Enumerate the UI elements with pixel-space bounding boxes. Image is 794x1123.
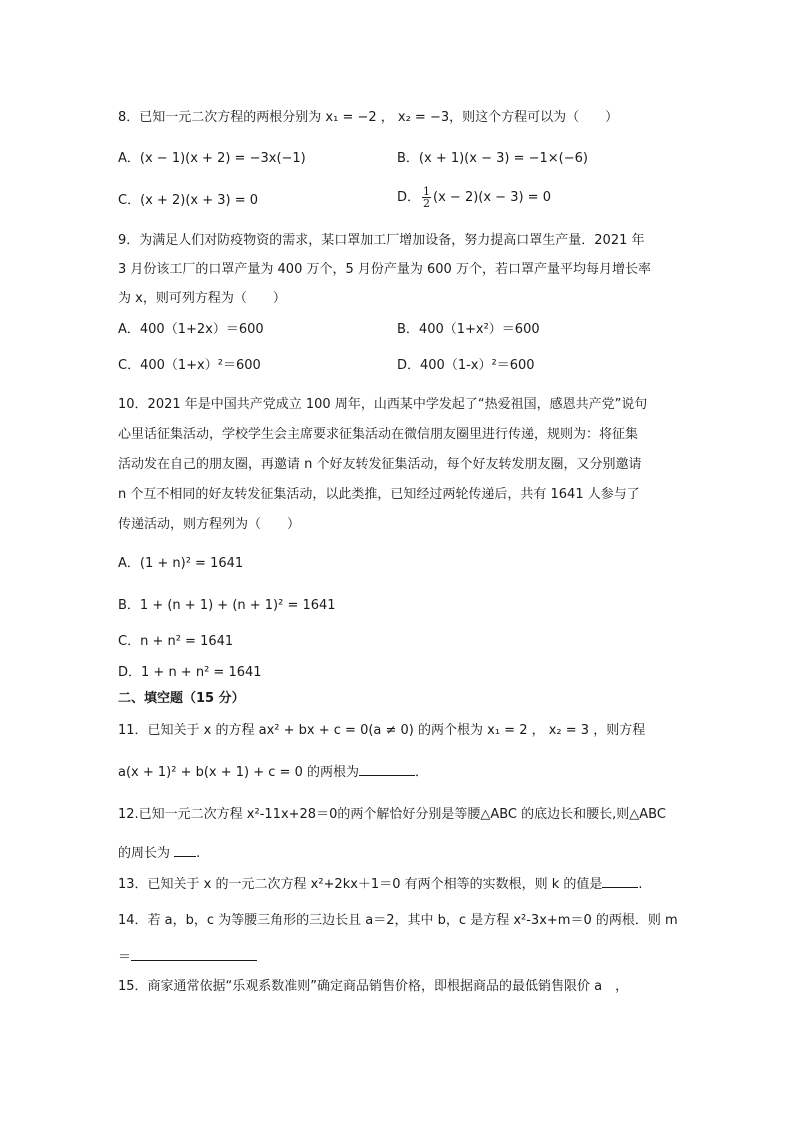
q8-option-d-label: D． <box>397 190 421 205</box>
q8-option-d-rest: (x − 2)(x − 3) = 0 <box>433 190 551 205</box>
q11-line-2-text: a(x + 1)² + b(x + 1) + c = 0 的两根为 <box>118 765 359 780</box>
q10-line-5: 传递活动，则方程列为（ ） <box>118 517 301 532</box>
q10-line-4: n 个互不相同的好友转发征集活动，以此类推，已知经过两轮传递后，共有 1641 人参与了 <box>118 487 640 502</box>
q10-option-b: B．1 + (n + 1) + (n + 1)² = 1641 <box>118 598 336 613</box>
q14-line-2-text: ＝ <box>118 950 132 965</box>
q9-option-d: D．400（1-x）²＝600 <box>397 358 535 373</box>
q9-line-1: 9．为满足人们对防疫物资的需求，某口罩加工厂增加设备，努力提高口罩生产量．2021 年 <box>118 233 645 248</box>
q13-answer-blank <box>602 873 638 888</box>
q13-line-1-end: . <box>638 877 643 892</box>
q14-line-2 <box>118 946 257 968</box>
q8-option-b: B．(x + 1)(x − 3) = −1×(−6) <box>397 151 588 166</box>
fraction-denominator: 2 <box>423 197 431 210</box>
q8-stem: 8．已知一元二次方程的两根分别为 x₁ = −2 ， x₂ = −3，则这个方程可以为（ ） <box>118 110 619 125</box>
q10-line-2: 心里话征集活动，学校学生会主席要求征集活动在微信朋友圈里进行传递，规则为：将征集 <box>118 427 639 442</box>
q10-line-3: 活动发在自己的朋友圈，再邀请 n 个好友转发征集活动，每个好友转发朋友圈，又分别邀请 <box>118 457 642 472</box>
q12-line-1: 12.已知一元二次方程 x²-11x+28＝0的两个解恰好分别是等腰△ABC 的底边长和腰长,则△ABC <box>118 807 666 822</box>
q12-line-2-end: . <box>196 846 201 861</box>
q14-answer-blank <box>131 946 257 961</box>
q9-option-c: C．400（1+x）²＝600 <box>118 358 261 373</box>
q11-answer-blank <box>359 761 415 776</box>
q10-option-d: D．1 + n + n² = 1641 <box>118 665 262 680</box>
q9-option-a: A．400（1+2x）＝600 <box>118 322 264 337</box>
q11-line-2 <box>118 761 428 783</box>
q10-option-c: C．n + n² = 1641 <box>118 634 234 649</box>
q10-line-1: 10．2021 年是中国共产党成立 100 周年，山西某中学发起了“热爱祖国，感恩共产党”说句 <box>118 397 648 412</box>
q10-option-a: A．(1 + n)² = 1641 <box>118 556 244 571</box>
q15-line-1: 15．商家通常依据“乐观系数准则”确定商品销售价格，即根据商品的最低销售限价 a ， <box>118 979 629 994</box>
q12-line-2 <box>118 842 200 864</box>
q11-line-2-end: ． <box>414 765 428 780</box>
q8-option-d-fraction <box>422 186 431 209</box>
q8-option-c: C．(x + 2)(x + 3) = 0 <box>118 193 259 208</box>
q8-option-a: A．(x − 1)(x + 2) = −3x(−1) <box>118 151 306 166</box>
q8-option-d <box>397 186 551 209</box>
q12-answer-blank <box>174 842 196 857</box>
fraction-numerator: 1 <box>423 185 431 198</box>
section-title: 二、填空题（15 分） <box>118 691 245 706</box>
q9-option-b: B．400（1+x²）＝600 <box>397 322 540 337</box>
q12-line-2-text: 的周长为 <box>118 846 171 861</box>
q11-line-1: 11．已知关于 x 的方程 ax² + bx + c = 0(a ≠ 0) 的两个根为 x₁ = 2 ， x₂ = 3 ，则方程 <box>118 723 646 738</box>
q14-line-1: 14．若 a，b，c 为等腰三角形的三边长且 a＝2，其中 b，c 是方程 x²-3x+m＝0 的两根．则 m <box>118 913 678 928</box>
q13-line-1-text: 13．已知关于 x 的一元二次方程 x²+2kx＋1＝0 有两个相等的实数根，则 k 的值是 <box>118 877 603 892</box>
q9-line-2: 3 月份该工厂的口罩产量为 400 万个，5 月份产量为 600 万个，若口罩产量平均每月增长率 <box>118 262 651 277</box>
q9-line-3: 为 x，则可列方程为（ ） <box>118 291 286 306</box>
q13-line-1 <box>118 873 643 895</box>
